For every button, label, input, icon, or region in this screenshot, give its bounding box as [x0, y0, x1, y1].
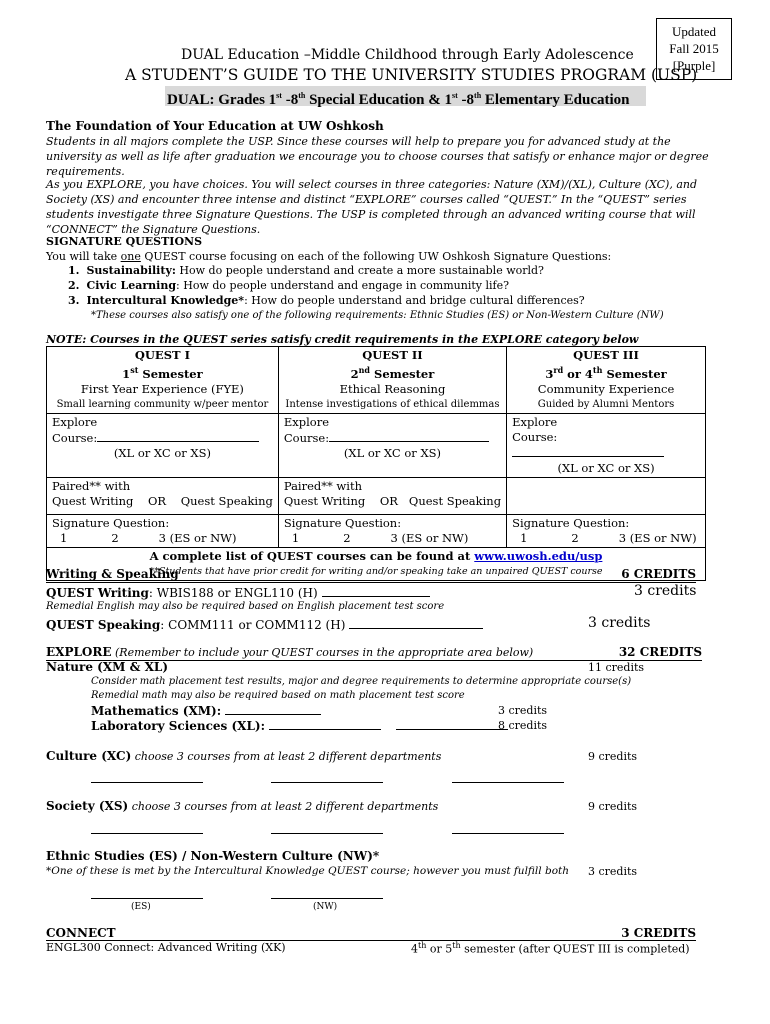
writing-heading-text: Writing & Speaking	[46, 567, 179, 581]
signature-question-label: Signature Question:	[52, 515, 170, 530]
sem-num: 2	[350, 366, 359, 381]
quest-speaking-row	[46, 617, 483, 632]
quest-writing-credits: 3 credits	[634, 583, 697, 599]
sigq-option-2[interactable]: 2	[343, 530, 351, 545]
society-credits: 9 credits	[588, 800, 638, 813]
sem-text: or 4	[563, 366, 593, 381]
foundation-heading: The Foundation of Your Education at UW Oshkosh	[46, 119, 384, 133]
course-label: Course:	[52, 430, 98, 445]
sigq-cell-3	[507, 514, 706, 547]
dual-sup2: th	[298, 91, 306, 100]
nature-heading: Nature (XM & XL)	[46, 660, 169, 674]
quest-topic: Community Experience	[537, 381, 675, 396]
item-text: How do people understand and create a more sustainable world?	[175, 264, 544, 277]
culture-blank-2[interactable]	[271, 771, 383, 783]
item-text: : How do people understand and bridge cultural differences?	[244, 294, 585, 307]
culture-instructions: choose 3 courses from at least 2 different departments	[131, 750, 442, 763]
sigq-option-1[interactable]: 1	[291, 530, 300, 545]
lab-credits: 8 credits	[498, 719, 548, 732]
dual-sup4: th	[474, 91, 482, 100]
dual-c: Special Education & 1	[305, 92, 453, 108]
nature-credits: 11 credits	[588, 661, 645, 674]
course-blank[interactable]	[329, 430, 489, 442]
explore-credits: 32 CREDITS	[618, 645, 702, 659]
lab-label: Laboratory Sciences (XL):	[91, 719, 266, 733]
explore-heading-text: EXPLORE	[46, 645, 112, 659]
item-num: 2.	[68, 279, 80, 292]
lab-row	[91, 718, 508, 733]
signature-item-1	[68, 264, 544, 277]
culture-row	[46, 749, 441, 763]
dual-sup3: st	[452, 91, 458, 100]
or-label: OR	[148, 493, 167, 508]
category-options: (XL or XC or XS)	[113, 445, 211, 460]
table-row	[47, 514, 706, 547]
society-blank-2[interactable]	[271, 822, 383, 834]
item-text: : How do people understand and engage in community life?	[176, 279, 510, 292]
item-term: Civic Learning	[86, 279, 177, 292]
signature-intro	[46, 250, 611, 263]
quest-speaking-credits: 3 credits	[588, 615, 651, 631]
quest-speaking-blank[interactable]	[349, 617, 483, 629]
category-options: (XL or XC or XS)	[557, 460, 655, 475]
quest-3-header	[507, 347, 706, 414]
item-num: 1.	[68, 264, 80, 277]
dual-sup1: st	[276, 91, 282, 100]
society-blank-1[interactable]	[91, 822, 203, 834]
nw-blank[interactable]	[271, 887, 383, 899]
ethnic-note: *One of these is met by the Intercultural Knowledge QUEST course; however you must fulfill both	[46, 865, 570, 877]
sigq-option-1[interactable]: 1	[520, 530, 528, 545]
signature-item-2	[68, 279, 509, 292]
society-row	[46, 799, 438, 813]
remedial-english-note: Remedial English may also be required based on English placement test score	[46, 601, 445, 612]
consider-note: Consider math placement test results, major and degree requirements to determine appropriate course(s)	[91, 676, 632, 687]
quest-name: QUEST III	[573, 348, 639, 362]
sigq-cell-1	[47, 514, 279, 547]
intro-b: QUEST course focusing on each of the following UW Oshkosh Signature Questions:	[140, 250, 612, 263]
category-options: (XL or XC or XS)	[343, 445, 442, 460]
header-subtitle: DUAL Education –Middle Childhood through Early Adolescence	[181, 47, 634, 63]
lab-blank-1[interactable]	[269, 718, 381, 730]
writing-heading	[46, 567, 696, 583]
or-label: OR	[379, 493, 398, 508]
usp-link[interactable]: www.uwosh.edu/usp	[474, 548, 603, 563]
quest-table	[46, 346, 706, 581]
course-label: Course:	[283, 430, 330, 445]
quest-topic: Ethical Reasoning	[339, 381, 446, 396]
item-term: Sustainability:	[86, 264, 176, 277]
sem-sup: nd	[358, 365, 371, 375]
intro-underlined: one	[120, 250, 141, 263]
signature-question-label: Signature Question:	[283, 515, 402, 530]
item-num: 3.	[68, 294, 80, 307]
sem-sup2: th	[592, 365, 603, 375]
writing-credits: 6 CREDITS	[621, 567, 696, 581]
sem-num: 1	[122, 366, 131, 381]
when-a: 4	[411, 942, 418, 956]
paired-cell-3-empty	[507, 477, 706, 514]
paired-label: Paired** with	[52, 478, 131, 493]
connect-heading-text: CONNECT	[46, 926, 116, 940]
sigq-option-2[interactable]: 2	[571, 530, 579, 545]
intro-a: You will take	[46, 250, 121, 263]
explore-cell-3	[507, 413, 706, 477]
lab-blank-2[interactable]	[396, 718, 508, 730]
quest-writing-label: QUEST Writing	[46, 586, 149, 600]
table-row	[47, 477, 706, 514]
sigq-cell-2	[278, 514, 506, 547]
paired-cell-2	[278, 477, 506, 514]
quest-speaking-option: Quest Speaking	[180, 493, 273, 508]
quest-writing-option: Quest Writing	[283, 493, 366, 508]
quest-name: QUEST II	[362, 348, 423, 362]
dual-e: Elementary Education	[481, 92, 630, 108]
explore-reminder: (Remember to include your QUEST courses in the appropriate area below)	[111, 646, 534, 659]
quest-writing-blank[interactable]	[322, 585, 430, 597]
explore-cell-1	[47, 413, 279, 477]
ethnic-credits: 3 credits	[588, 865, 638, 878]
sem-sup: st	[130, 365, 139, 375]
society-instructions: choose 3 courses from at least 2 different departments	[128, 800, 439, 813]
paired-cell-1	[47, 477, 279, 514]
signature-item-3	[68, 294, 585, 307]
signature-question-label: Signature Question:	[512, 515, 630, 530]
table-row	[47, 347, 706, 414]
dual-d: -8	[457, 92, 475, 108]
math-blank[interactable]	[225, 703, 321, 715]
quest-desc: Small learning community w/peer mentor	[56, 398, 269, 410]
foundation-paragraph-1: Students in all majors complete the USP. Since these courses will help to prepare you for advanced study at the university as well as life after graduation we encourage you to choose courses that satisfy or enhance major or degree requirements.	[46, 135, 709, 178]
sem-text: Semester	[138, 366, 203, 381]
sigq-option-1[interactable]: 1	[60, 530, 68, 545]
connect-heading	[46, 926, 696, 941]
course-label: Course:	[512, 429, 558, 444]
culture-blank-3[interactable]	[452, 771, 564, 783]
foundation-paragraph-2: As you EXPLORE, you have choices. You will select courses in three categories: Nature (XM)/(XL), Culture (XC), and Society (XS) and encounter three intense and distinct “EXPLORE” courses called “QUEST.” In the “QUEST” series students investigate three Signature Questions. The USP is completed through an advanced writing course that will “CONNECT” the Signature Questions.	[46, 178, 698, 236]
table-row	[47, 413, 706, 477]
quest-desc: Intense investigations of ethical dilemmas	[285, 398, 500, 410]
complete-list-note: **Students that have prior credit for writing and/or speaking take an unpaired QUEST course	[149, 565, 603, 577]
signature-heading: SIGNATURE QUESTIONS	[46, 235, 203, 248]
explore-cell-2	[278, 413, 506, 477]
when-c: semester (after QUEST III is completed)	[460, 942, 690, 956]
sigq-option-3[interactable]: 3 (ES or NW)	[158, 530, 237, 545]
dual-b: -8	[281, 92, 299, 108]
updated-color: [Purple]	[672, 58, 716, 73]
remedial-math-note: Remedial math may also be required based on math placement test score	[91, 690, 465, 701]
explore-label: Explore	[52, 414, 98, 429]
sigq-option-3[interactable]: 3 (ES or NW)	[390, 530, 469, 545]
quest-writing-row	[46, 585, 430, 600]
sigq-option-3[interactable]: 3 (ES or NW)	[618, 530, 697, 545]
society-label: Society (XS)	[46, 799, 129, 813]
es-blank[interactable]	[91, 887, 203, 899]
quest-desc: Guided by Alumni Mentors	[537, 398, 675, 410]
culture-label: Culture (XC)	[46, 749, 132, 763]
quest-2-header	[278, 347, 506, 414]
updated-term: Fall 2015	[669, 41, 719, 56]
connect-timing	[411, 941, 690, 956]
page-title: A STUDENT’S GUIDE TO THE UNIVERSITY STUDIES PROGRAM (USP)	[125, 66, 698, 84]
quest-name: QUEST I	[134, 348, 190, 362]
dual-a: DUAL: Grades 1	[167, 92, 277, 108]
math-credits: 3 credits	[498, 704, 548, 717]
culture-credits: 9 credits	[588, 750, 638, 763]
item-term: Intercultural Knowledge*	[86, 294, 245, 307]
sigq-option-2[interactable]: 2	[111, 530, 119, 545]
explore-heading	[46, 645, 702, 661]
sem-text: Semester	[370, 366, 435, 381]
quest-note: NOTE: Courses in the QUEST series satisfy credit requirements in the EXPLORE category below	[46, 333, 639, 346]
quest-writing-courses: : WBIS188 or ENGL110 (H)	[148, 586, 318, 600]
quest-writing-option: Quest Writing	[52, 493, 134, 508]
quest-speaking-option: Quest Speaking	[408, 493, 502, 508]
math-row	[91, 703, 321, 718]
course-blank[interactable]	[97, 430, 259, 442]
dual-program-line	[165, 86, 646, 106]
when-sup1: th	[418, 941, 427, 950]
complete-list-text: A complete list of QUEST courses can be found at	[149, 548, 475, 563]
society-blank-3[interactable]	[452, 822, 564, 834]
signature-footnote: *These courses also satisfy one of the following requirements: Ethnic Studies (ES) or Non-Western Culture (NW)	[91, 310, 664, 321]
culture-blank-1[interactable]	[91, 771, 203, 783]
updated-label: Updated	[671, 24, 717, 39]
quest-topic: First Year Experience (FYE)	[80, 381, 244, 396]
when-sup2: th	[452, 941, 461, 950]
quest-1-header	[47, 347, 279, 414]
sem-text2: Semester	[602, 366, 667, 381]
connect-credits: 3 CREDITS	[621, 926, 696, 940]
course-blank[interactable]	[512, 445, 664, 457]
quest-speaking-label: QUEST Speaking	[46, 618, 161, 632]
es-label: (ES)	[131, 902, 151, 912]
ethnic-heading: Ethnic Studies (ES) / Non-Western Culture (NW)*	[46, 849, 380, 863]
nw-label: (NW)	[313, 902, 338, 912]
sem-sup: rd	[553, 365, 564, 375]
paired-label: Paired** with	[283, 478, 362, 493]
explore-label: Explore	[512, 414, 558, 429]
connect-course: ENGL300 Connect: Advanced Writing (XK)	[46, 941, 286, 954]
sem-num: 3	[545, 366, 554, 381]
when-b: or 5	[426, 942, 453, 956]
explore-label: Explore	[283, 414, 330, 429]
math-label: Mathematics (XM):	[91, 704, 222, 718]
quest-speaking-courses: : COMM111 or COMM112 (H)	[160, 618, 346, 632]
